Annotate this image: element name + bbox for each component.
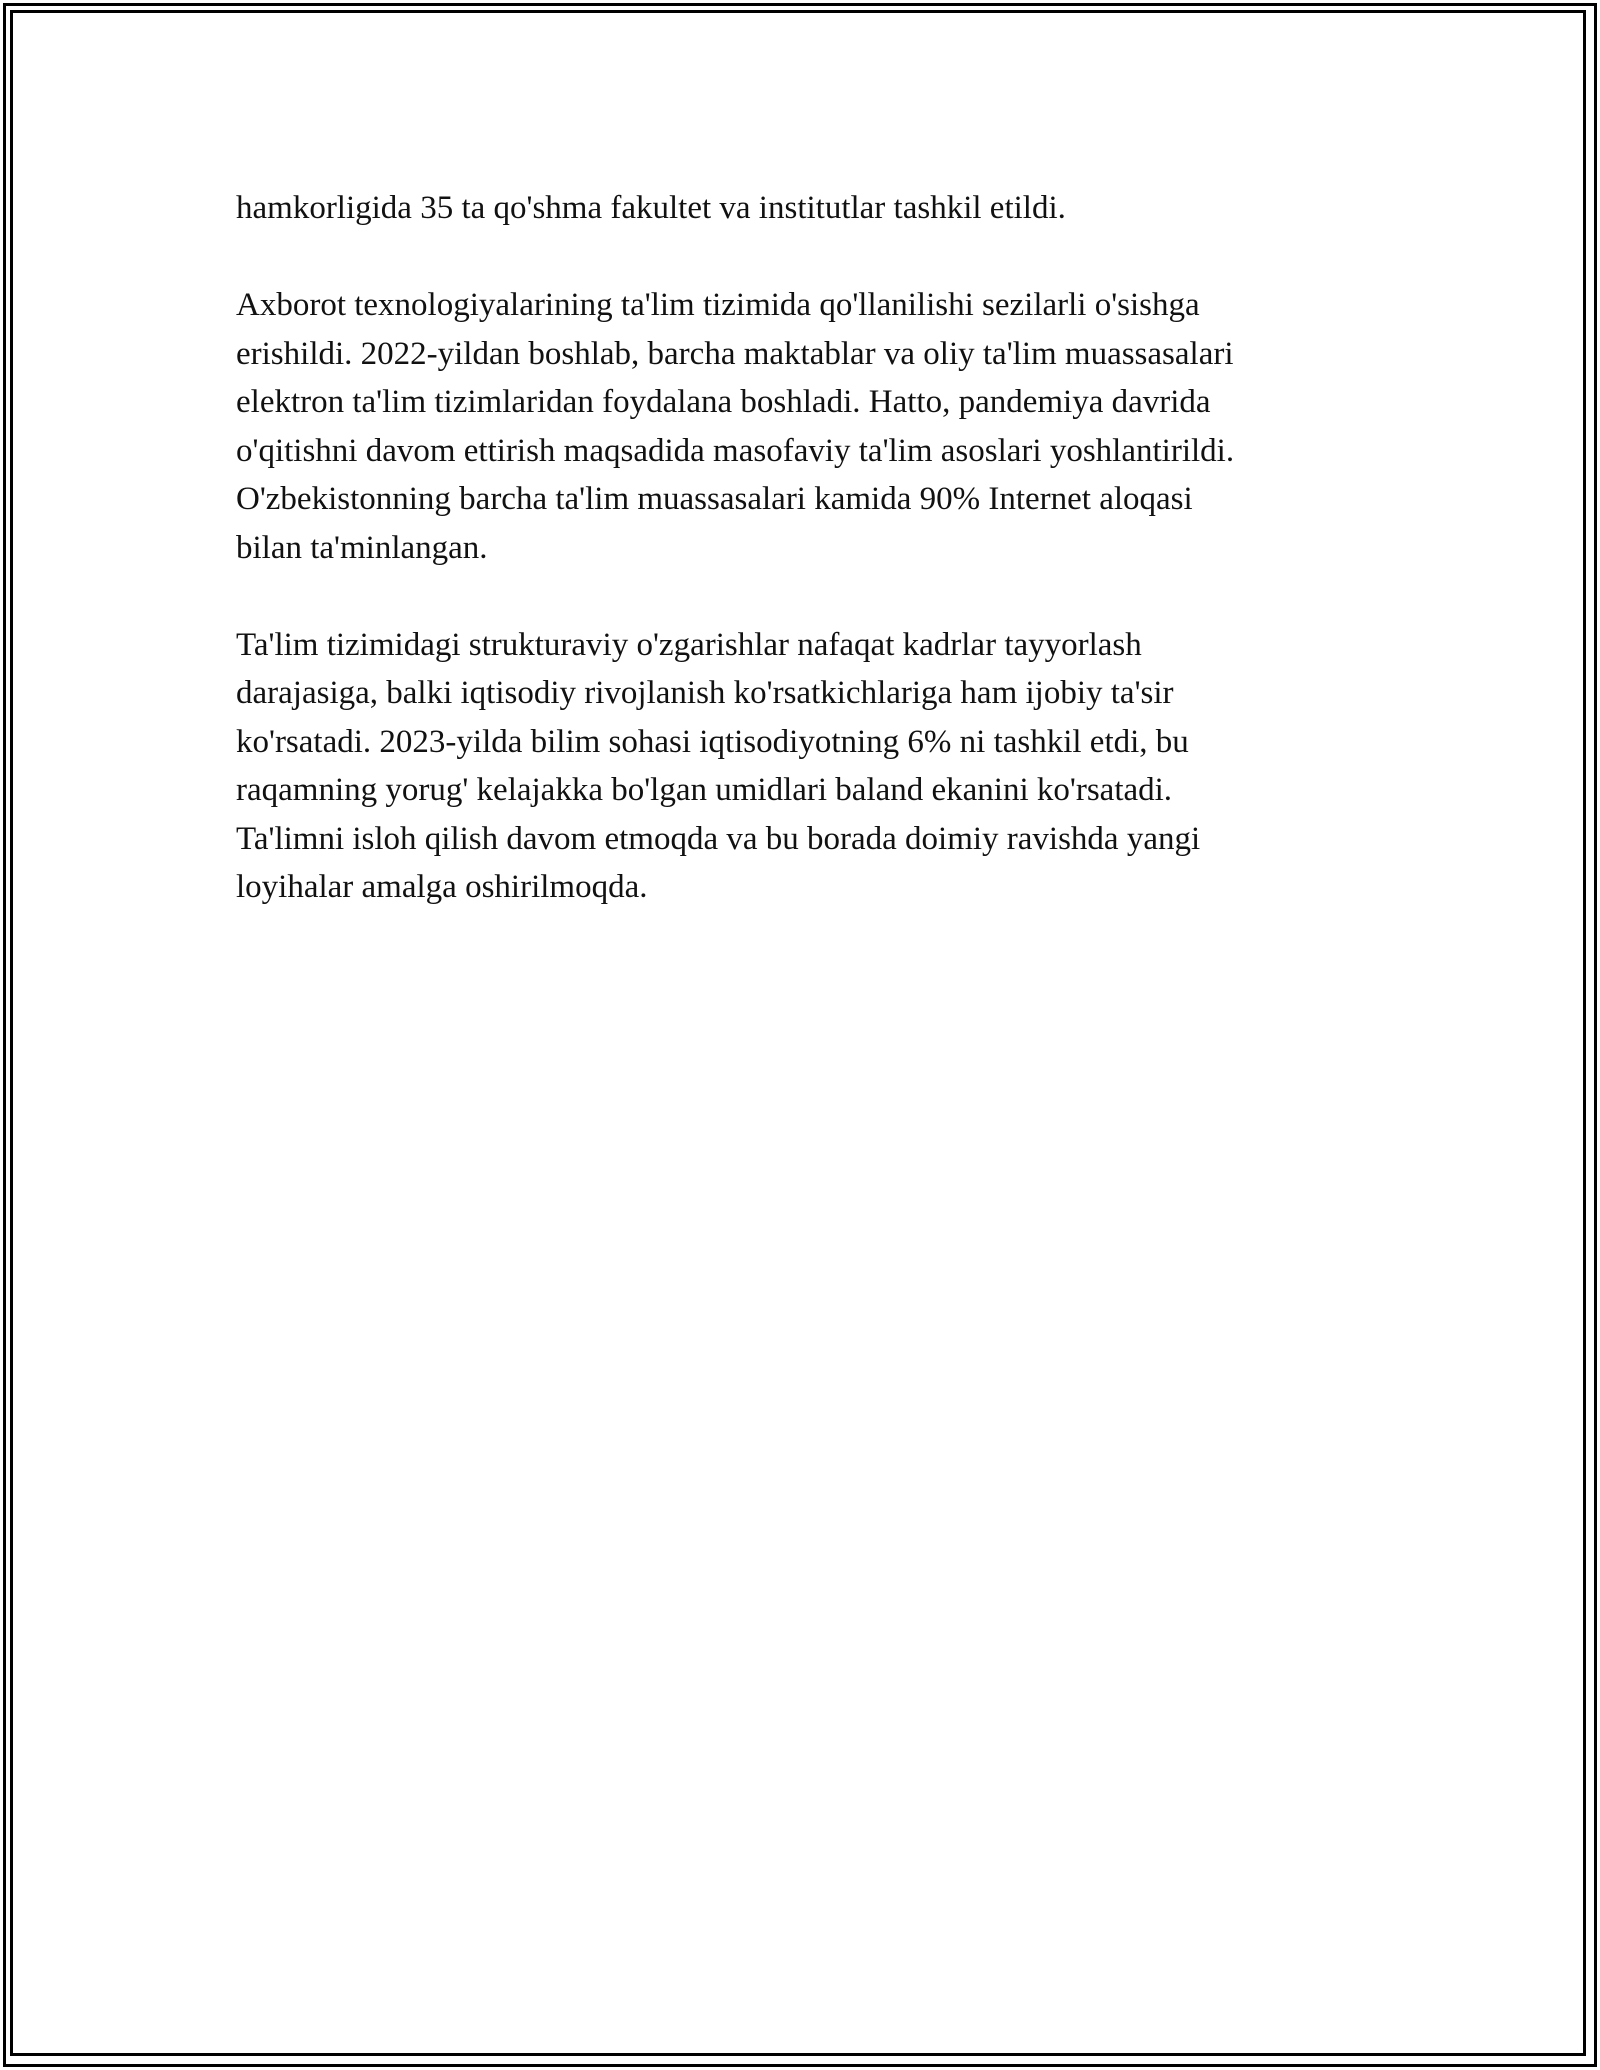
- text-line: loyihalar amalga oshirilmoqda.: [236, 869, 648, 905]
- paragraph-1: [236, 184, 1366, 233]
- text-line: Ta'lim tizimidagi strukturaviy o'zgarishlar nafaqat kadrlar tayyorlash: [236, 626, 1142, 663]
- text-line: elektron ta'lim tizimlaridan foydalana boshladi. Hatto, pandemiya davrida: [236, 384, 1211, 420]
- text-line: Ta'limni isloh qilish davom etmoqda va bu borada doimiy ravishda yangi: [236, 820, 1201, 857]
- paragraph-3: [236, 621, 1366, 912]
- text-line: raqamning yorug' kelajakka bo'lgan umidlari baland ekanini ko'rsatadi.: [236, 772, 1173, 808]
- text-line: hamkorligida 35 ta qo'shma fakultet va institutlar tashkil etildi.: [236, 190, 1066, 226]
- text-line: darajasiga, balki iqtisodiy rivojlanish ko'rsatkichlariga ham ijobiy ta'sir: [236, 675, 1174, 711]
- text-line: Axborot texnologiyalarining ta'lim tizimida qo'llanilishi sezilarli o'sishga: [236, 287, 1200, 323]
- text-line: ko'rsatadi. 2023-yilda bilim sohasi iqtisodiyotning 6% ni tashkil etdi, bu: [236, 723, 1189, 760]
- document-body: [236, 184, 1366, 960]
- paragraph-2: [236, 281, 1366, 572]
- text-line: erishildi. 2022-yildan boshlab, barcha maktablar va oliy ta'lim muassasalari: [236, 335, 1234, 372]
- text-line: bilan ta'minlangan.: [236, 529, 488, 566]
- text-line: o'qitishni davom ettirish maqsadida masofaviy ta'lim asoslari yoshlantirildi.: [236, 432, 1235, 469]
- text-line: O'zbekistonning barcha ta'lim muassasalari kamida 90% Internet aloqasi: [236, 481, 1193, 517]
